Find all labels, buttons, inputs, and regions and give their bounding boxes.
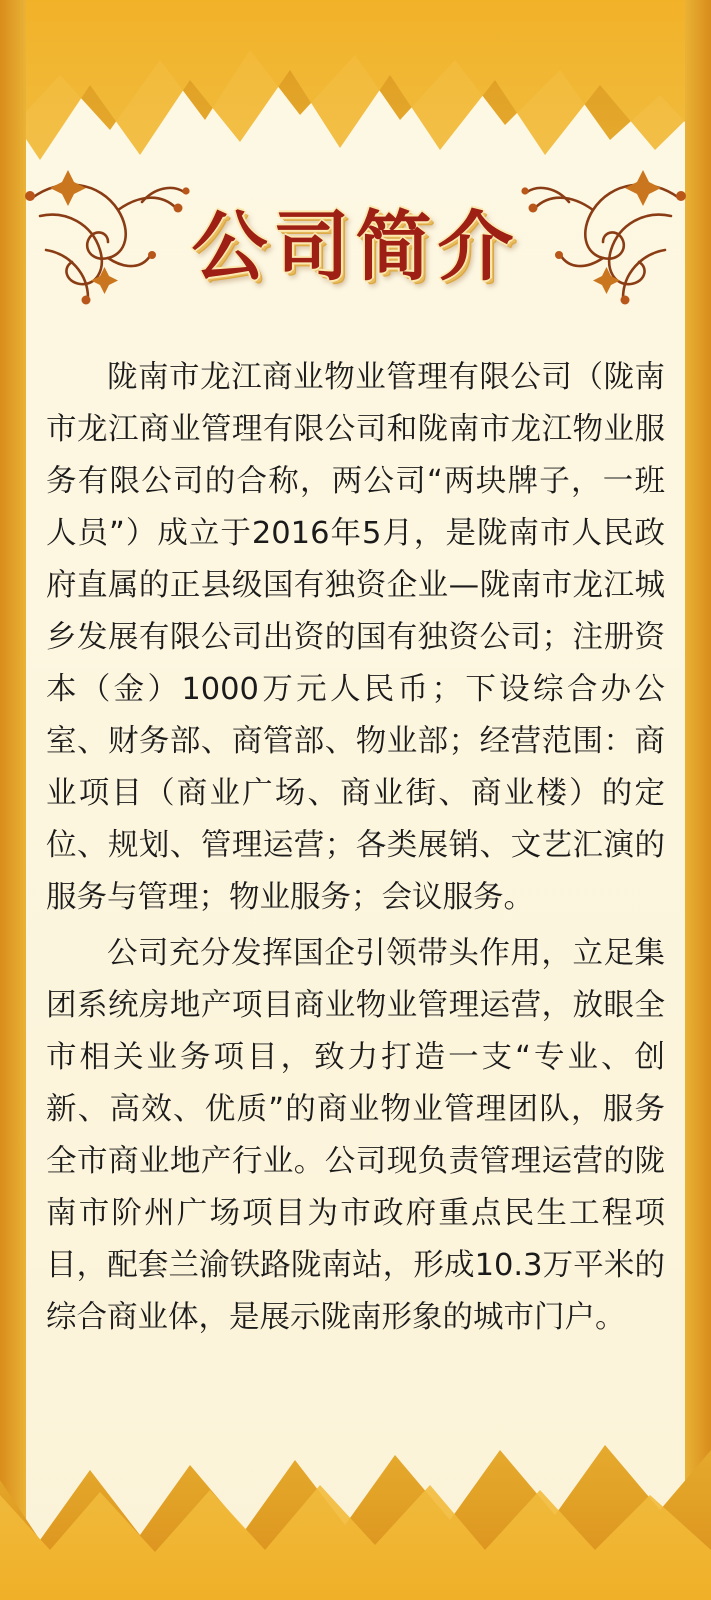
paragraph-1: 陇南市龙江商业物业管理有限公司（陇南市龙江商业管理有限公司和陇南市龙江物业服务有限公司的合称，两公司“两块牌子，一班人员”）成立于2016年5月，是陇南市人民政府直属的正县级国有独资企业—陇南市龙江城乡发展有限公司出资的国有独资公司；注册资本（金）1000万元人民币；下设综合办公室、财务部、商管部、物业部；经营范围：商业项目（商业广场、商业街、商业楼）的定位、规划、管理运营；各类展销、文艺汇演的服务与管理；物业服务；会议服务。 xyxy=(46,360,665,915)
paragraph-2: 公司充分发挥国企引领带头作用，立足集团系统房地产项目商业物业管理运营，放眼全市相关业务项目，致力打造一支“专业、创新、高效、优质”的商业物业管理团队，服务全市商业地产行业。公司现负责管理运营的陇南市阶州广场项目为市政府重点民生工程项目，配套兰渝铁路陇南站，形成10.3万平米的综合商业体，是展示陇南形象的城市门户。 xyxy=(46,936,665,1335)
body-content xyxy=(46,352,665,1348)
title-block xyxy=(0,158,711,338)
page-title: 公司简介 xyxy=(191,202,520,291)
